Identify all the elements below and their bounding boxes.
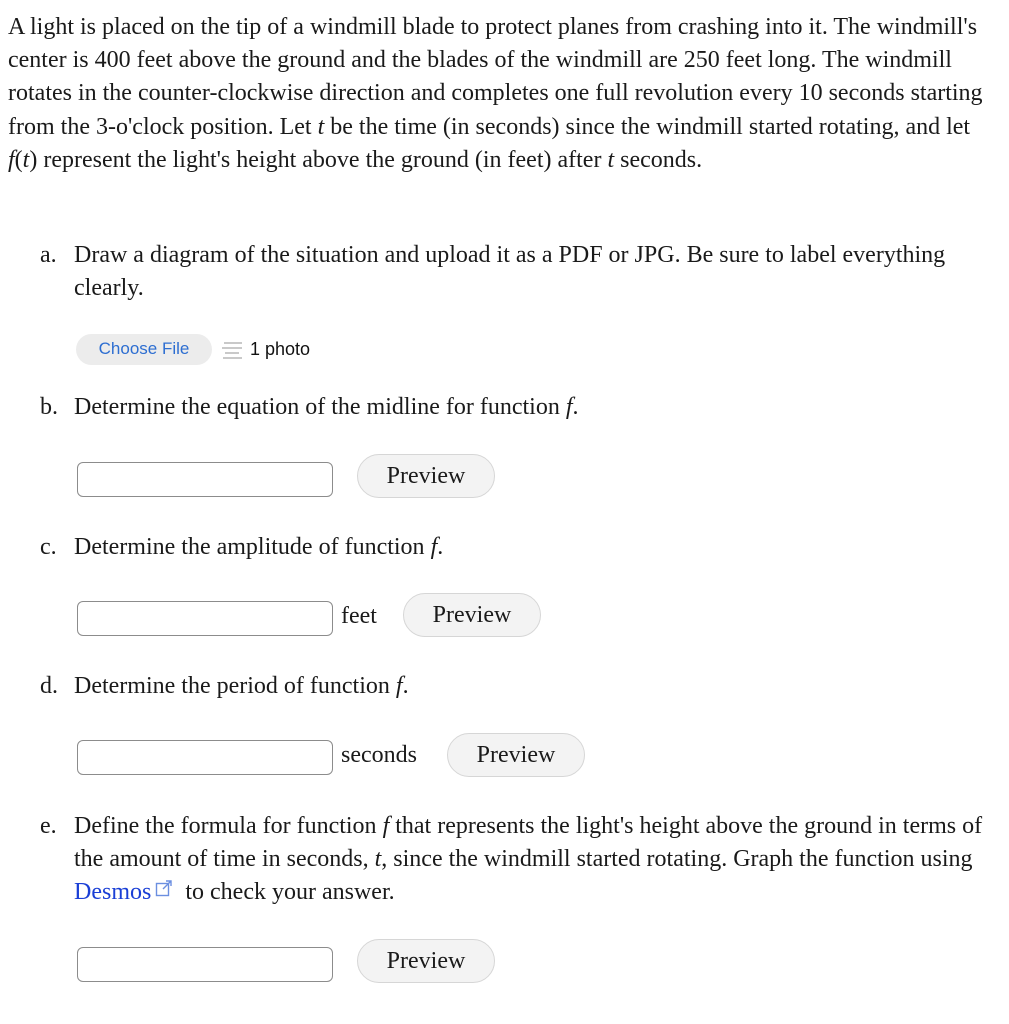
var-t: t [607, 146, 615, 173]
var-t: t [374, 846, 382, 872]
part-a-text: Draw a diagram of the situation and upload it as a PDF or JPG. Be sure to label everything clearly. [74, 242, 946, 301]
photo-count-label: 1 photo [250, 338, 311, 359]
part-e-letter: e. [40, 813, 57, 839]
var-f: f [382, 813, 390, 839]
question-intro [8, 11, 1003, 177]
var-t: t [22, 146, 30, 173]
part-c-text: Determine the amplitude of function f. [74, 534, 444, 560]
part-b-letter: b. [40, 394, 58, 420]
part-b [40, 391, 1000, 424]
part-d-text: Determine the period of function f. [74, 673, 409, 699]
part-e-text: Define the formula for function f that represents the light's height above the ground in terms of the amount of time in seconds, t, since the windmill started rotating. Graph the function using Desmos to check your answer. [74, 813, 983, 905]
part-d-letter: d. [40, 673, 58, 699]
preview-button-e[interactable]: Preview [357, 939, 495, 983]
period-unit-label: seconds [341, 742, 417, 768]
formula-answer-input[interactable] [77, 947, 333, 982]
period-answer-input[interactable] [77, 740, 333, 775]
amplitude-unit-label: feet [341, 603, 377, 629]
intro-text-2: be the time (in seconds) since the windmill started rotating, and let [324, 113, 971, 140]
intro-text-1: A light is placed on the tip of a windmill blade to protect planes from crashing into it. The windmill's center is 400 feet above the ground and the blades of the windmill are 250 feet long. The windmill rotates in the counter-clockwise direction and completes one full revolution every 10 seconds starting from the 3-o'clock position. Let [8, 14, 983, 140]
external-link-icon[interactable] [155, 879, 173, 897]
midline-answer-input[interactable] [77, 462, 333, 497]
part-e [40, 810, 1000, 909]
var-f: f [8, 146, 15, 173]
choose-file-button[interactable]: Choose File [76, 334, 212, 365]
intro-text-4: seconds. [614, 146, 703, 173]
photo-thumbnail-icon [222, 336, 244, 362]
part-c-letter: c. [40, 534, 57, 560]
var-f: f [395, 673, 403, 699]
preview-button-d[interactable]: Preview [447, 733, 585, 777]
amplitude-answer-input[interactable] [77, 601, 333, 636]
intro-paren: ( [14, 146, 23, 173]
part-d [40, 670, 1000, 703]
var-f: f [430, 534, 438, 560]
var-t: t [317, 113, 325, 140]
preview-button-c[interactable]: Preview [403, 593, 541, 637]
part-a-letter: a. [40, 242, 57, 268]
file-upload-row [76, 333, 310, 365]
desmos-link[interactable]: Desmos [74, 879, 152, 905]
preview-button-b[interactable]: Preview [357, 454, 495, 498]
part-b-text: Determine the equation of the midline for function f. [74, 394, 579, 420]
part-a [40, 239, 1000, 305]
part-c [40, 531, 1000, 564]
var-f: f [565, 394, 573, 420]
intro-text-3: ) represent the light's height above the ground (in feet) after [29, 146, 608, 173]
